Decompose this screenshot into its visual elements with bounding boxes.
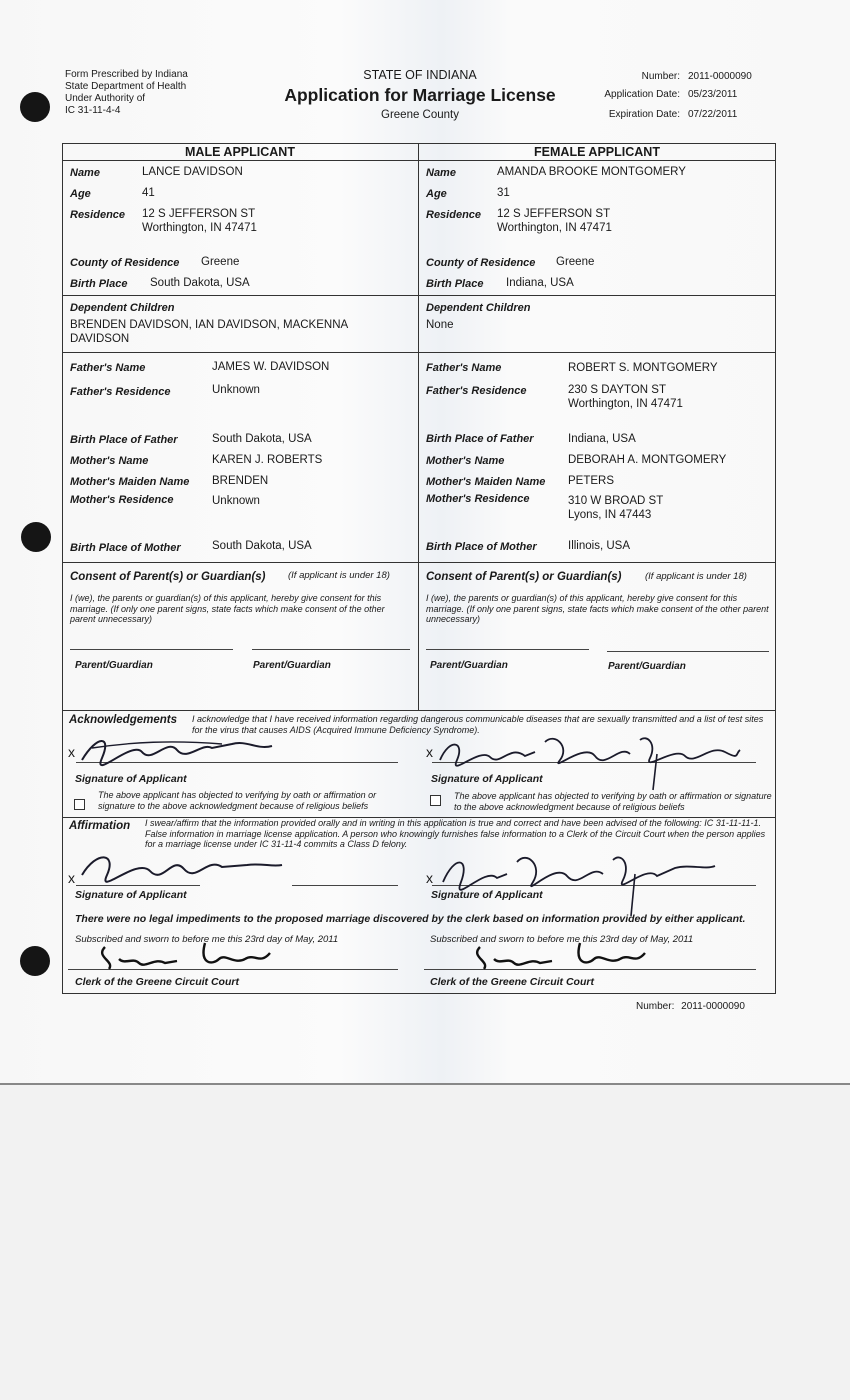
- male-birth-place-value: South Dakota, USA: [150, 277, 250, 289]
- consent-note: (If applicant is under 18): [645, 571, 747, 582]
- birth-place-of-father-label: Birth Place of Father: [70, 434, 178, 446]
- female-mother-birth-value: Illinois, USA: [568, 540, 630, 552]
- guardian-signature-line[interactable]: [252, 649, 410, 650]
- birth-place-label: Birth Place: [70, 278, 128, 290]
- male-father-residence-line1: Unknown: [212, 384, 260, 396]
- female-applicant-section: [426, 0, 771, 700]
- clerk-label: Clerk of the Greene Circuit Court: [75, 976, 239, 988]
- state-label: STATE OF INDIANA: [363, 68, 477, 82]
- affirmation-label: Affirmation: [69, 820, 131, 832]
- fathers-residence-label: Father's Residence: [70, 386, 171, 398]
- female-affirm-signature: [435, 848, 725, 918]
- male-mother-birth-value: South Dakota, USA: [212, 540, 312, 552]
- female-dependents-line1: None: [426, 319, 454, 331]
- application-date-label: Application Date:: [604, 89, 680, 100]
- male-mother-value: KAREN J. ROBERTS: [212, 454, 323, 466]
- guardian-signature-line[interactable]: [426, 649, 589, 650]
- prescribed-line: IC 31-11-4-4: [65, 105, 121, 116]
- expiration-date-value: 07/22/2011: [688, 109, 738, 120]
- parent-guardian-label: Parent/Guardian: [253, 660, 331, 671]
- male-objection-checkbox[interactable]: [74, 799, 85, 810]
- number-label: Number:: [641, 71, 680, 82]
- dependent-children-label: Dependent Children: [426, 302, 531, 314]
- parent-guardian-label: Parent/Guardian: [75, 660, 153, 671]
- divider: [62, 710, 776, 711]
- male-dependents-line1: BRENDEN DAVIDSON, IAN DAVIDSON, MACKENNA: [70, 319, 349, 331]
- male-residence-line2: Worthington, IN 47471: [142, 222, 257, 234]
- male-dependents-line2: DAVIDSON: [70, 333, 130, 345]
- male-applicant-heading: MALE APPLICANT: [185, 145, 295, 159]
- fathers-residence-label: Father's Residence: [426, 385, 527, 397]
- mothers-maiden-name-label: Mother's Maiden Name: [70, 476, 190, 488]
- consent-title: Consent of Parent(s) or Guardian(s): [70, 571, 266, 583]
- affirmation-text: I swear/affirm that the information provided orally and in writing in this application is true and correct and have been advised of the following: IC 31-11-11-1. False information in marriage license application. A person who knowingly furnishes false information to a Clerk of the Circuit Court when the person applies for a marriage license under IC 31-11-4 commits a Class D felony.: [145, 818, 766, 849]
- residence-label: Residence: [426, 209, 482, 221]
- female-mother-maiden-value: PETERS: [568, 475, 615, 487]
- birth-place-of-father-label: Birth Place of Father: [426, 433, 534, 445]
- parent-guardian-label: Parent/Guardian: [608, 661, 686, 672]
- male-ack-signature: [72, 730, 362, 770]
- objection-text: The above applicant has objected to verifying by oath or affirmation or signature to the above acknowledgment because of religious beliefs: [98, 790, 377, 811]
- application-date-value: 05/23/2011: [688, 89, 738, 100]
- female-age-value: 31: [497, 187, 510, 199]
- signature-x-mark: x: [68, 744, 75, 760]
- female-father-residence-line1: 230 S DAYTON ST: [568, 384, 666, 396]
- guardian-signature-line[interactable]: [607, 651, 769, 652]
- impediments-statement: There were no legal impediments to the proposed marriage discovered by the clerk based on information provided by either applicant.: [75, 913, 746, 925]
- male-name-value: LANCE DAVIDSON: [142, 166, 243, 178]
- female-residence-line2: Worthington, IN 47471: [497, 222, 612, 234]
- consent-text: I (we), the parents or guardian(s) of this applicant, hereby give consent for this marriage. (If only one parent signs, state facts which make consent of the other parent unnecessary): [70, 593, 385, 624]
- signature-x-mark: x: [68, 870, 75, 886]
- female-applicant-heading: FEMALE APPLICANT: [534, 145, 660, 159]
- signature-x-mark: x: [426, 744, 433, 760]
- age-label: Age: [426, 188, 447, 200]
- prescribed-line: State Department of Health: [65, 81, 187, 92]
- male-father-birth-value: South Dakota, USA: [212, 433, 312, 445]
- county-label: Greene County: [381, 109, 459, 121]
- binder-hole: [20, 92, 50, 122]
- female-objection-checkbox[interactable]: [430, 795, 441, 806]
- footer-number: [636, 1001, 776, 1013]
- dependent-children-label: Dependent Children: [70, 302, 175, 314]
- mothers-maiden-name-label: Mother's Maiden Name: [426, 476, 546, 488]
- county-of-residence-label: County of Residence: [70, 257, 180, 269]
- female-mother-residence-line1: 310 W BROAD ST: [568, 495, 664, 507]
- mothers-name-label: Mother's Name: [426, 455, 505, 467]
- fathers-name-label: Father's Name: [70, 362, 146, 374]
- clerk-signature-right: [470, 935, 660, 973]
- binder-hole: [20, 946, 50, 976]
- age-label: Age: [70, 188, 91, 200]
- footer-number-value: 2011-0000090: [681, 1001, 745, 1012]
- birth-place-of-mother-label: Birth Place of Mother: [70, 542, 181, 554]
- female-county-value: Greene: [556, 256, 595, 268]
- female-father-birth-value: Indiana, USA: [568, 433, 636, 445]
- female-mother-value: DEBORAH A. MONTGOMERY: [568, 454, 727, 466]
- acknowledgements-label: Acknowledgements: [69, 714, 177, 726]
- residence-label: Residence: [70, 209, 126, 221]
- prescribed-line: Under Authority of: [65, 93, 146, 104]
- column-divider: [418, 143, 419, 710]
- county-of-residence-label: County of Residence: [426, 257, 536, 269]
- clerk-signature-left: [95, 935, 285, 973]
- male-county-value: Greene: [201, 256, 240, 268]
- male-residence-line1: 12 S JEFFERSON ST: [142, 208, 256, 220]
- male-applicant-section: [70, 0, 410, 700]
- parent-guardian-label: Parent/Guardian: [430, 660, 508, 671]
- objection-text: The above applicant has objected to verifying by oath or affirmation or signature to the above acknowledgment because of religious beliefs: [454, 791, 772, 812]
- form-title: Application for Marriage License: [284, 85, 556, 105]
- consent-note: (If applicant is under 18): [288, 570, 390, 581]
- female-father-residence-line2: Worthington, IN 47471: [568, 398, 683, 410]
- consent-text: I (we), the parents or guardian(s) of this applicant, hereby give consent for this marriage. (If only one parent signs, state facts which make consent of the other parent unnecessary): [426, 593, 769, 624]
- signature-of-applicant-label: Signature of Applicant: [431, 889, 543, 901]
- female-mother-residence-line2: Lyons, IN 47443: [568, 509, 652, 521]
- mothers-residence-label: Mother's Residence: [426, 493, 530, 505]
- name-label: Name: [426, 167, 456, 179]
- sworn-statement: Subscribed and sworn to before me this 23rd day of May, 2011: [430, 934, 694, 945]
- male-mother-residence-line1: Unknown: [212, 495, 260, 507]
- binder-hole: [21, 522, 51, 552]
- prescribed-line: Form Prescribed by Indiana: [65, 69, 188, 80]
- fathers-name-label: Father's Name: [426, 362, 502, 374]
- male-affirm-signature: [72, 845, 302, 890]
- male-age-value: 41: [142, 187, 155, 199]
- male-affirm-signature-line-extension[interactable]: [292, 885, 398, 886]
- female-ack-signature: [435, 732, 755, 792]
- signature-x-mark: x: [426, 870, 433, 886]
- female-name-value: AMANDA BROOKE MONTGOMERY: [497, 166, 686, 178]
- birth-place-label: Birth Place: [426, 278, 484, 290]
- signature-of-applicant-label: Signature of Applicant: [75, 773, 187, 785]
- clerk-label: Clerk of the Greene Circuit Court: [430, 976, 594, 988]
- number-value: 2011-0000090: [688, 71, 752, 82]
- female-birth-place-value: Indiana, USA: [506, 277, 574, 289]
- expiration-date-label: Expiration Date:: [608, 109, 680, 120]
- birth-place-of-mother-label: Birth Place of Mother: [426, 541, 537, 553]
- consent-title: Consent of Parent(s) or Guardian(s): [426, 571, 622, 583]
- female-father-value: ROBERT S. MONTGOMERY: [568, 362, 718, 374]
- guardian-signature-line[interactable]: [70, 649, 233, 650]
- acknowledgements-text: I acknowledge that I have received information regarding dangerous communicable diseases that are sexually transmitted and a list of test sites for the virus that causes AIDS (Acquired Immune Deficiency Syndrome).: [192, 714, 764, 735]
- name-label: Name: [70, 167, 100, 179]
- footer-number-label: Number:: [636, 1001, 675, 1012]
- male-father-value: JAMES W. DAVIDSON: [212, 361, 330, 373]
- mothers-name-label: Mother's Name: [70, 455, 149, 467]
- signature-of-applicant-label: Signature of Applicant: [75, 889, 187, 901]
- signature-of-applicant-label: Signature of Applicant: [431, 773, 543, 785]
- mothers-residence-label: Mother's Residence: [70, 494, 174, 506]
- female-residence-line1: 12 S JEFFERSON ST: [497, 208, 611, 220]
- sworn-statement: Subscribed and sworn to before me this 23rd day of May, 2011: [75, 934, 339, 945]
- male-mother-maiden-value: BRENDEN: [212, 475, 269, 487]
